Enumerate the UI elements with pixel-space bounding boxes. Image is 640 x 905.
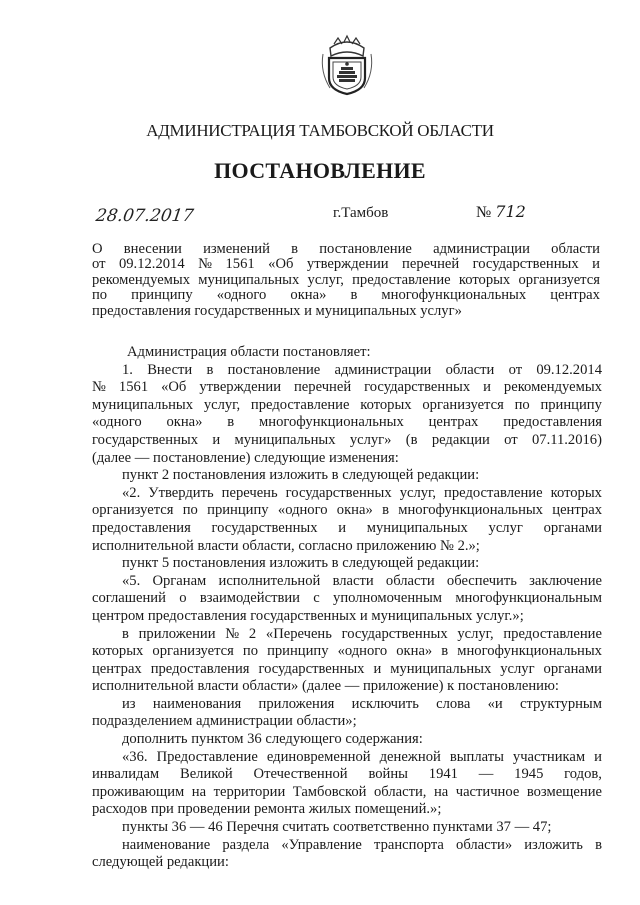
body-line: следующей редакции:: [92, 854, 229, 871]
word: государственных: [285, 484, 392, 501]
word: частичное: [455, 783, 520, 800]
word: изложить: [524, 836, 583, 853]
word: Утвердить: [148, 484, 214, 501]
word: многофункциональным: [455, 590, 602, 607]
word: органами: [543, 519, 602, 536]
body-line: [92, 414, 602, 432]
word: на: [191, 783, 207, 800]
coat-of-arms-icon: [318, 34, 376, 96]
word: 1561: [118, 379, 149, 396]
word: многофункциональных: [457, 643, 602, 660]
word: в: [595, 836, 602, 853]
word: по: [242, 643, 259, 660]
body-line: [92, 520, 602, 538]
body-line: дополнить пунктом 36 следующего содержания:: [122, 731, 423, 748]
word: организуется: [518, 271, 600, 288]
word: муниципальных: [92, 396, 194, 413]
word: в: [291, 241, 299, 257]
body-line: [92, 590, 602, 608]
word: «одного: [92, 414, 142, 431]
word: структурным: [520, 695, 602, 712]
word: предоставления: [150, 660, 250, 677]
word: окна»: [336, 502, 373, 519]
body-line: подразделением администрации области»;: [92, 713, 357, 730]
word: 1945: [514, 766, 544, 783]
subject-line: [92, 242, 600, 257]
word: области,: [374, 783, 427, 800]
document-date: 28.07.2017: [94, 206, 195, 226]
word: единовременной: [266, 748, 371, 765]
word: исключить: [351, 695, 419, 712]
word: войны: [368, 766, 408, 783]
word: с: [313, 590, 320, 607]
word: которых: [458, 271, 511, 288]
body-line: пункты 36 — 46 Перечня считать соответственно пунктами 37 — 47;: [122, 819, 552, 836]
word: услуг,: [457, 625, 494, 642]
body-line: Администрация области постановляет:: [127, 344, 371, 360]
document-city: г.Тамбов: [333, 205, 389, 221]
subject-line: [92, 273, 600, 288]
word: раздела: [222, 836, 270, 853]
word: Отечественной: [253, 766, 348, 783]
word: территории: [213, 783, 286, 800]
body-line: [92, 626, 602, 644]
word: которых: [92, 643, 144, 660]
body-line: исполнительной власти области, согласно приложению № 2.»;: [92, 537, 480, 554]
word: перечней: [294, 379, 352, 396]
word: государственных: [472, 256, 579, 273]
word: перечень: [221, 484, 278, 501]
word: государственных: [341, 625, 448, 642]
word: и: [483, 379, 491, 396]
word: взаимодействии: [199, 590, 300, 607]
subject-line: предоставления государственных и муниципальных услуг»: [92, 302, 462, 319]
word: постановление: [227, 361, 321, 378]
word: предоставления: [503, 414, 602, 431]
word: выплаты: [449, 748, 504, 765]
body-line: [92, 784, 602, 802]
word: «Об: [268, 256, 294, 273]
word: 2: [248, 625, 257, 642]
word: муниципальных: [234, 431, 336, 448]
body-line: [92, 643, 602, 661]
word: наименования: [152, 695, 242, 712]
word: услуг,: [399, 484, 437, 501]
word: услуг: [500, 660, 535, 677]
body-line: [92, 362, 602, 380]
word: «и: [487, 695, 503, 712]
word: муниципальных: [390, 660, 492, 677]
word: 07.11.2016): [531, 431, 602, 448]
word: Великой: [179, 766, 233, 783]
word: муниципальных: [198, 271, 300, 288]
word: по: [514, 396, 530, 413]
word: 1941: [428, 766, 458, 783]
word: Внести: [147, 361, 193, 378]
word: заключение: [529, 572, 602, 589]
word: услуг,: [203, 396, 241, 413]
word: организуется: [152, 643, 234, 660]
number-prefix: №: [476, 204, 492, 221]
word: муниципальных: [366, 519, 468, 536]
word: проживающим: [92, 783, 185, 800]
word: обеспечить: [446, 572, 517, 589]
body-line: центром предоставления государственных и муниципальных услуг.»;: [92, 607, 524, 624]
word: центрах: [552, 502, 602, 519]
word: Предоставление: [156, 748, 258, 765]
word: и: [594, 748, 602, 765]
word: предоставление: [444, 484, 543, 501]
word: принципу: [267, 643, 329, 660]
word: услуг: [488, 519, 523, 536]
word: в: [441, 643, 449, 660]
document-number: [476, 202, 526, 222]
word: Органам: [152, 572, 207, 589]
word: рекомендуемых: [503, 379, 602, 396]
word: и: [373, 660, 382, 677]
word: многофункциональных: [398, 502, 543, 519]
word: власти: [332, 572, 374, 589]
word: от: [508, 361, 523, 378]
word: области»: [456, 836, 513, 853]
word: от: [504, 431, 518, 448]
word: и: [592, 256, 600, 273]
word: области: [551, 241, 600, 257]
word: рекомендуемых: [92, 271, 191, 288]
word: принципу: [207, 502, 269, 519]
word: и: [212, 431, 221, 448]
body-line: [92, 661, 602, 679]
word: области: [385, 572, 435, 589]
document-subject: [92, 242, 600, 319]
word: постановление: [319, 241, 412, 257]
word: приложения: [258, 695, 335, 712]
word: исполнительной: [218, 572, 321, 589]
word: государственных: [92, 431, 199, 448]
word: приложении: [138, 625, 216, 642]
word: организуется: [422, 396, 504, 413]
word: окна»: [396, 643, 433, 660]
word: «Управление: [281, 836, 362, 853]
word: государственных: [211, 519, 318, 536]
word: №: [225, 625, 240, 642]
word: от: [92, 256, 106, 273]
word: перечней: [402, 256, 460, 273]
word: окна»: [290, 287, 327, 304]
body-line: [92, 397, 602, 415]
subject-line: [92, 257, 600, 272]
word: «2.: [122, 484, 141, 501]
word: в: [382, 502, 389, 519]
word: редакции: [431, 431, 490, 448]
word: Тамбовской: [292, 783, 367, 800]
word: О: [92, 241, 103, 257]
word: предоставление: [250, 396, 350, 413]
word: —: [478, 766, 494, 783]
organization-name: АДМИНИСТРАЦИЯ ТАМБОВСКОЙ ОБЛАСТИ: [146, 121, 494, 140]
number-value: 712: [495, 202, 526, 221]
word: принципу: [131, 287, 193, 304]
word: «одного: [216, 287, 267, 304]
body-line: [92, 766, 602, 784]
word: изменений: [203, 241, 270, 257]
word: утверждении: [199, 379, 282, 396]
body-line: [92, 432, 602, 450]
word: из: [122, 695, 136, 712]
word: годов,: [564, 766, 602, 783]
word: 1561: [225, 256, 255, 273]
subject-line: [92, 288, 600, 303]
word: соглашений: [92, 590, 166, 607]
body-line: [92, 837, 602, 855]
word: (в: [405, 431, 418, 448]
word: государственных: [258, 660, 365, 677]
word: №: [198, 256, 213, 273]
word: принципу: [540, 396, 602, 413]
word: и: [338, 519, 347, 536]
word: администрации: [433, 241, 530, 257]
word: «36.: [122, 748, 148, 765]
word: денежной: [379, 748, 441, 765]
word: предоставления: [92, 519, 191, 536]
body-line: [92, 696, 602, 714]
body-line: [92, 573, 602, 591]
word: возмещение: [526, 783, 602, 800]
word: предоставление: [503, 625, 602, 642]
word: которых: [360, 396, 412, 413]
word: уполномоченным: [333, 590, 443, 607]
word: «5.: [122, 572, 141, 589]
word: услуг,: [307, 271, 344, 288]
body-line: пункт 5 постановления изложить в следующей редакции:: [122, 555, 480, 572]
word: в: [227, 414, 235, 431]
word: центрах: [92, 660, 142, 677]
body-line: исполнительной власти области» (далее — приложение) к постановлению:: [92, 678, 559, 695]
word: которых: [550, 484, 602, 501]
body-line: [92, 749, 602, 767]
word: области: [445, 361, 495, 378]
word: 09.12.2014: [118, 256, 185, 273]
word: «одного: [277, 502, 328, 519]
body-line: расходов при проведении ремонта жилых помещений.»;: [92, 801, 442, 818]
word: по: [182, 502, 198, 519]
document-type-title: ПОСТАНОВЛЕНИЕ: [214, 158, 426, 183]
word: о: [179, 590, 187, 607]
word: транспорта: [374, 836, 444, 853]
word: на: [433, 783, 449, 800]
word: государственных: [364, 379, 471, 396]
word: №: [92, 379, 106, 396]
word: центрах: [428, 414, 479, 431]
word: многофункциональных: [381, 287, 527, 304]
body-line: [92, 485, 602, 503]
word: в: [350, 287, 358, 304]
word: наименование: [122, 836, 211, 853]
word: по: [92, 287, 108, 304]
word: администрации: [334, 361, 432, 378]
word: услуг»: [349, 431, 392, 448]
word: организуется: [92, 502, 174, 519]
body-line: [92, 502, 602, 520]
word: предоставление: [352, 271, 451, 288]
word: 1.: [122, 361, 133, 378]
word: в: [122, 625, 129, 642]
word: «Перечень: [265, 625, 332, 642]
word: окна»: [166, 414, 203, 431]
word: многофункциональных: [259, 414, 404, 431]
body-line: (далее — постановление) следующие изменения:: [92, 449, 399, 466]
word: внесении: [123, 241, 182, 257]
word: инвалидам: [92, 766, 160, 783]
word: «одного: [337, 643, 388, 660]
body-line: пункт 2 постановления изложить в следующей редакции:: [122, 467, 480, 484]
word: участникам: [512, 748, 586, 765]
word: утверждении: [306, 256, 389, 273]
word: центрах: [550, 287, 600, 304]
word: в: [206, 361, 214, 378]
word: органами: [543, 660, 602, 677]
word: слова: [436, 695, 471, 712]
word: «Об: [161, 379, 187, 396]
body-line: [92, 379, 602, 397]
document-body: [92, 344, 602, 872]
word: 09.12.2014: [536, 361, 602, 378]
